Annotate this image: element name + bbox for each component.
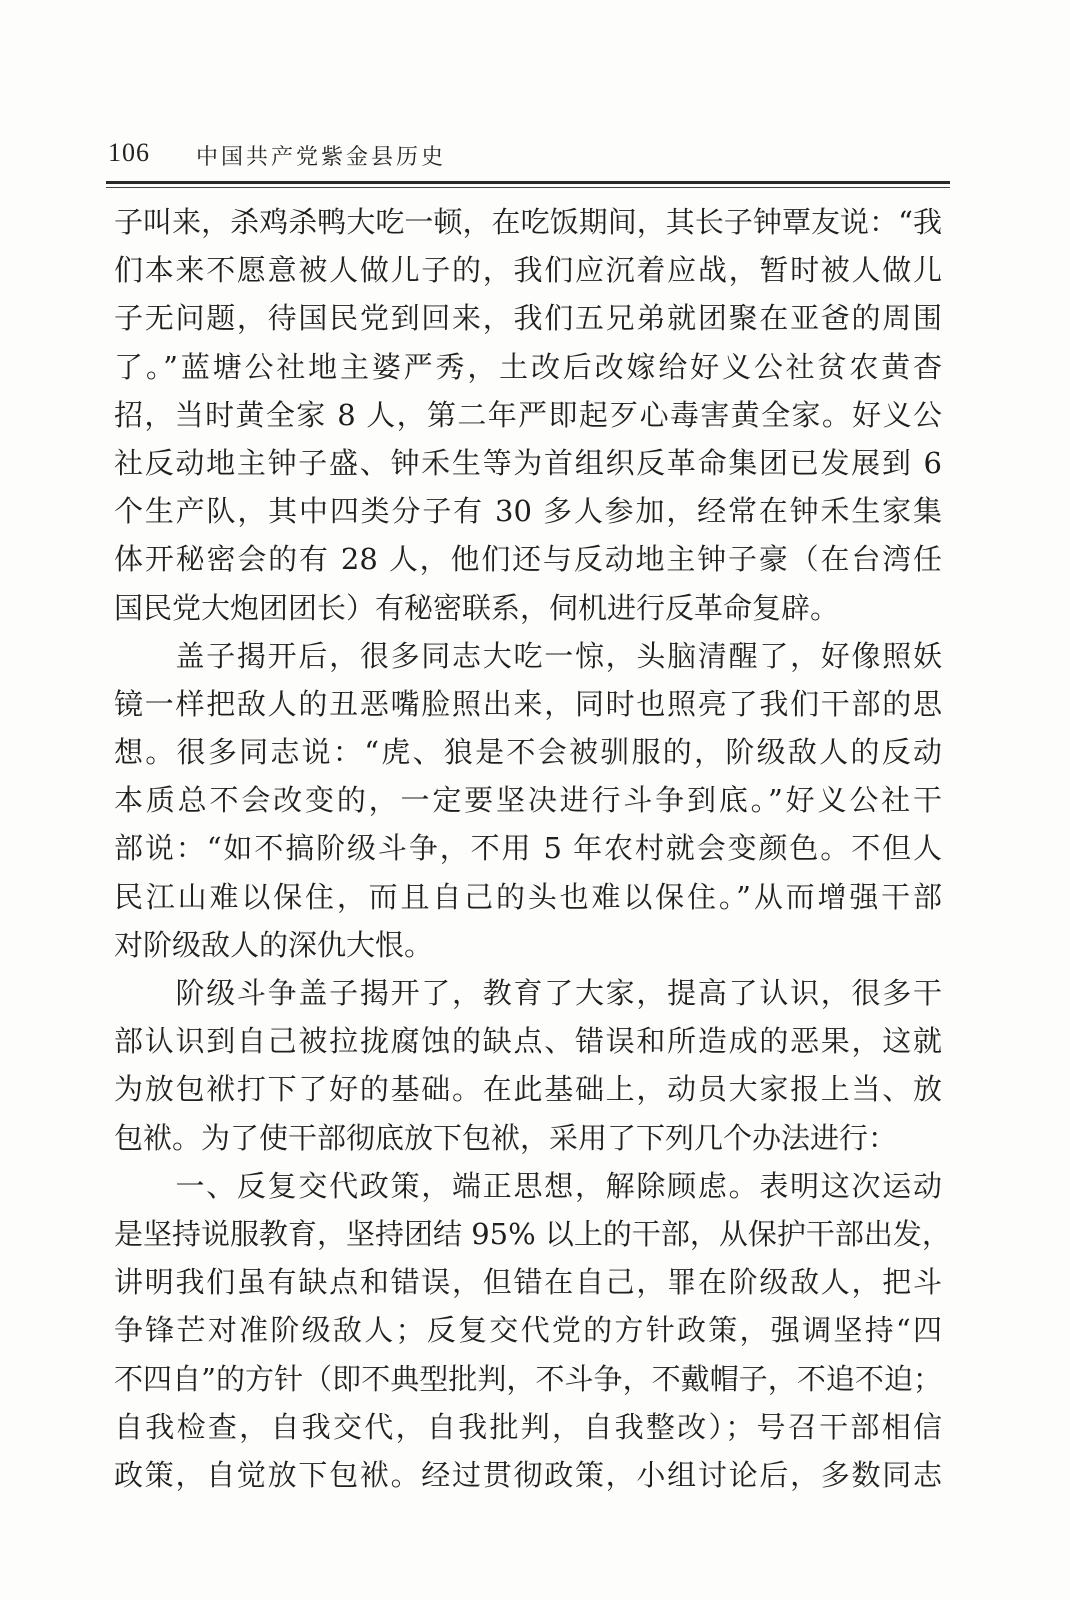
page-header [108,138,948,178]
text-line: 镜一样把敌人的丑恶嘴脸照出来，同时也照亮了我们干部的思 [114,686,942,721]
text-line: 招，当时黄全家 8 人，第二年严即起歹心毒害黄全家。好义公 [114,397,942,432]
text-line: 子无问题，待国民党到回来，我们五兄弟就团聚在亚爸的周围 [114,301,942,336]
text-line: 讲明我们虽有缺点和错误，但错在自己，罪在阶级敌人，把斗 [114,1265,942,1300]
text-line: 想。很多同志说：“虎、狼是不会被驯服的，阶级敌人的反动 [114,735,942,770]
text-line: 一、反复交代政策，端正思想，解除顾虑。表明这次运动 [114,1168,942,1203]
text-line: 阶级斗争盖子揭开了，教育了大家，提高了认识，很多干 [114,976,942,1010]
page-number: 106 [108,138,150,167]
text-line: 包袱。为了使干部彻底放下包袱，采用了下列几个办法进行： [114,1120,898,1155]
text-line: 子叫来，杀鸡杀鸭大吃一顿，在吃饭期间，其长子钟覃友说：“我 [114,205,942,239]
text-line: 部说：“如不搞阶级斗争，不用 5 年农村就会变颜色。不但人 [114,831,942,866]
text-line: 了。”蓝塘公社地主婆严秀，土改后改嫁给好义公社贫农黄杳 [114,349,942,384]
text-line: 自我检查，自我交代，自我批判，自我整改）；号召干部相信 [114,1409,942,1444]
text-line: 国民党大炮团团长）有秘密联系，伺机进行反革命复辟。 [114,590,840,625]
text-line: 部认识到自己被拉拢腐蚀的缺点、错误和所造成的恶果，这就 [114,1024,942,1059]
text-line: 个生产队，其中四类分子有 30 多人参加，经常在钟禾生家集 [114,494,942,529]
text-line: 不四自”的方针（即不典型批判，不斗争，不戴帽子，不追不迫； [114,1361,942,1396]
text-line: 政策，自觉放下包袱。经过贯彻政策，小组讨论后，多数同志 [114,1457,942,1492]
body-text [114,198,951,1499]
text-line: 体开秘密会的有 28 人，他们还与反动地主钟子豪（在台湾任 [114,542,942,577]
text-line: 是坚持说服教育，坚持团结 95% 以上的干部，从保护干部出发， [114,1216,951,1251]
header-rule-thick [106,181,950,184]
header-rule-thin [106,187,950,188]
text-line: 盖子揭开后，很多同志大吃一惊，头脑清醒了，好像照妖 [114,638,942,673]
text-line: 们本来不愿意被人做儿子的，我们应沉着应战，暂时被人做儿 [114,253,942,288]
text-line: 社反动地主钟子盛、钟禾生等为首组织反革命集团已发展到 6 [114,445,942,480]
text-line: 本质总不会改变的，一定要坚决进行斗争到底。”好义公社干 [114,783,942,818]
text-line: 争锋芒对准阶级敌人；反复交代党的方针政策，强调坚持“四 [114,1313,942,1348]
running-title: 中国共产党紫金县历史 [196,145,447,170]
text-line: 为放包袱打下了好的基础。在此基础上，动员大家报上当、放 [114,1072,942,1107]
text-line: 对阶级敌人的深仇大恨。 [114,927,434,962]
text-line: 民江山难以保住，而且自己的头也难以保住。”从而增强干部 [114,879,942,914]
